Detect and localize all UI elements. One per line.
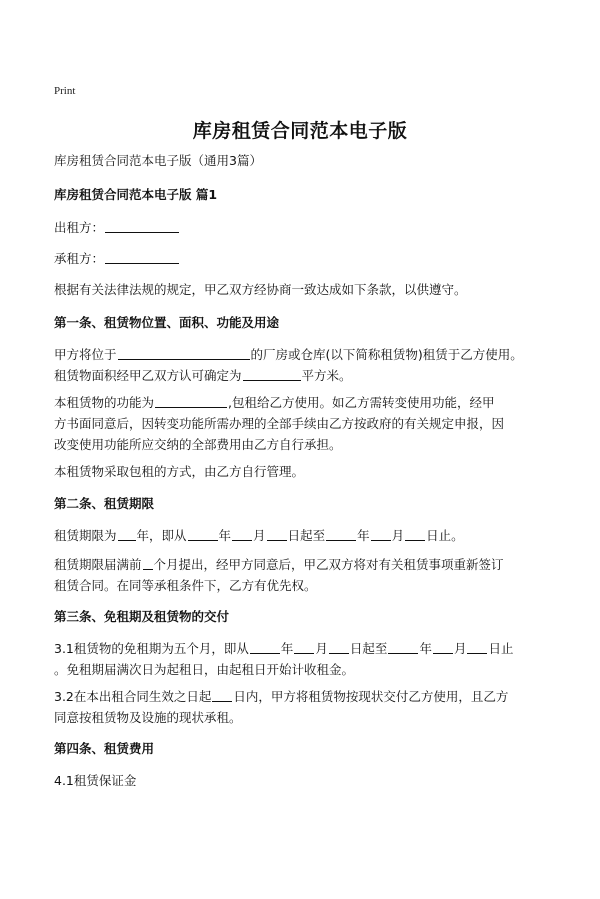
blank — [267, 526, 287, 541]
blank — [232, 526, 252, 541]
print-label[interactable]: Print — [54, 85, 76, 97]
article2-p1 — [54, 525, 554, 546]
article2-p2-line2: 租赁合同。在同等承租条件下，乙方有优先权。 — [54, 578, 317, 593]
blank — [433, 639, 453, 654]
text-run: 日起至 — [349, 641, 388, 656]
article3-heading: 第三条、免租期及租赁物的交付 — [54, 609, 230, 624]
article1-p1-line1 — [54, 344, 554, 365]
blank — [294, 639, 314, 654]
text-run: 年 — [280, 641, 294, 656]
article4-p1: 4.1租赁保证金 — [54, 773, 137, 788]
text-run: 的厂房或仓库(以下简称租赁物)租赁于乙方使用。 — [250, 347, 523, 362]
article1-p1-line2 — [54, 365, 554, 386]
text-run: 租赁期限为 — [54, 528, 117, 543]
blank — [212, 687, 232, 702]
text-run: 租赁物面积经甲乙双方认可确定为 — [54, 368, 242, 383]
blank — [250, 639, 280, 654]
article3-p2-line2: 同意按租赁物及设施的现状承租。 — [54, 710, 242, 725]
text-run: 日起至 — [287, 528, 326, 543]
text-run: 日内，甲方将租赁物按现状交付乙方使用，且乙方 — [233, 689, 509, 704]
text-run: 年，即从 — [136, 528, 187, 543]
text-run: 月 — [315, 641, 328, 656]
lessor-blank — [105, 218, 179, 233]
blank — [371, 526, 391, 541]
text-run: 租赁期限届满前 — [54, 557, 142, 572]
text-run: 月 — [453, 641, 467, 656]
text-run: 本租赁物的功能为 — [54, 395, 155, 410]
blank — [329, 639, 349, 654]
area-blank — [243, 366, 301, 381]
text-run: 月 — [391, 528, 405, 543]
text-run: 甲方将位于 — [54, 347, 117, 362]
blank — [143, 555, 153, 570]
text-run: 3.2在本出租合同生效之日起 — [54, 689, 212, 704]
lessor-line — [54, 217, 554, 238]
text-run: 日止。 — [426, 528, 464, 543]
text-run: 月 — [253, 528, 266, 543]
text-run: 年 — [357, 528, 370, 543]
text-run: 日止 — [488, 641, 514, 656]
function-blank — [155, 393, 227, 408]
intro-paragraph: 根据有关法律法规的规定，甲乙双方经协商一致达成如下条款，以供遵守。 — [54, 282, 467, 297]
article4-heading: 第四条、租赁费用 — [54, 741, 155, 756]
blank — [467, 639, 487, 654]
article1-heading: 第一条、租赁物位置、面积、功能及用途 — [54, 315, 280, 330]
article1-p2-line2: 方书面同意后，因转变功能所需办理的全部手续由乙方按政府的有关规定申报，因 — [54, 416, 505, 431]
blank — [388, 639, 418, 654]
article2-heading: 第二条、租赁期限 — [54, 496, 155, 511]
blank — [188, 526, 218, 541]
text-run: 平方米。 — [301, 368, 352, 383]
text-run: ,包租给乙方使用。如乙方需转变使用功能，经甲 — [228, 395, 495, 410]
lessee-line — [54, 248, 554, 269]
text-run: 个月提出，经甲方同意后，甲乙双方将对有关租赁事项重新签订 — [153, 557, 504, 572]
blank — [118, 526, 136, 541]
section-title: 库房租赁合同范本电子版 篇1 — [54, 187, 218, 202]
text-run: 3.1租赁物的免租期为五个月，即从 — [54, 641, 249, 656]
text-run: 年 — [419, 641, 432, 656]
article1-p3: 本租赁物采取包租的方式，由乙方自行管理。 — [54, 464, 305, 479]
text-run: 年 — [218, 528, 232, 543]
lessee-blank — [105, 249, 179, 264]
document-title: 库房租赁合同范本电子版 — [192, 120, 408, 142]
article3-p2-line1 — [54, 686, 554, 707]
article1-p2-line1 — [54, 392, 554, 413]
article2-p2-line1 — [54, 554, 554, 575]
article1-p2-line3: 改变使用功能所应交纳的全部费用由乙方自行承担。 — [54, 437, 342, 452]
location-blank — [118, 345, 250, 360]
blank — [405, 526, 425, 541]
lessee-label: 承租方： — [54, 251, 105, 266]
article3-p1-line1 — [54, 638, 554, 659]
document-subtitle: 库房租赁合同范本电子版（通用3篇） — [54, 153, 262, 168]
lessor-label: 出租方： — [54, 220, 105, 235]
blank — [326, 526, 356, 541]
article3-p1-line2: 。免租期届满次日为起租日，由起租日开始计收租金。 — [54, 662, 355, 677]
